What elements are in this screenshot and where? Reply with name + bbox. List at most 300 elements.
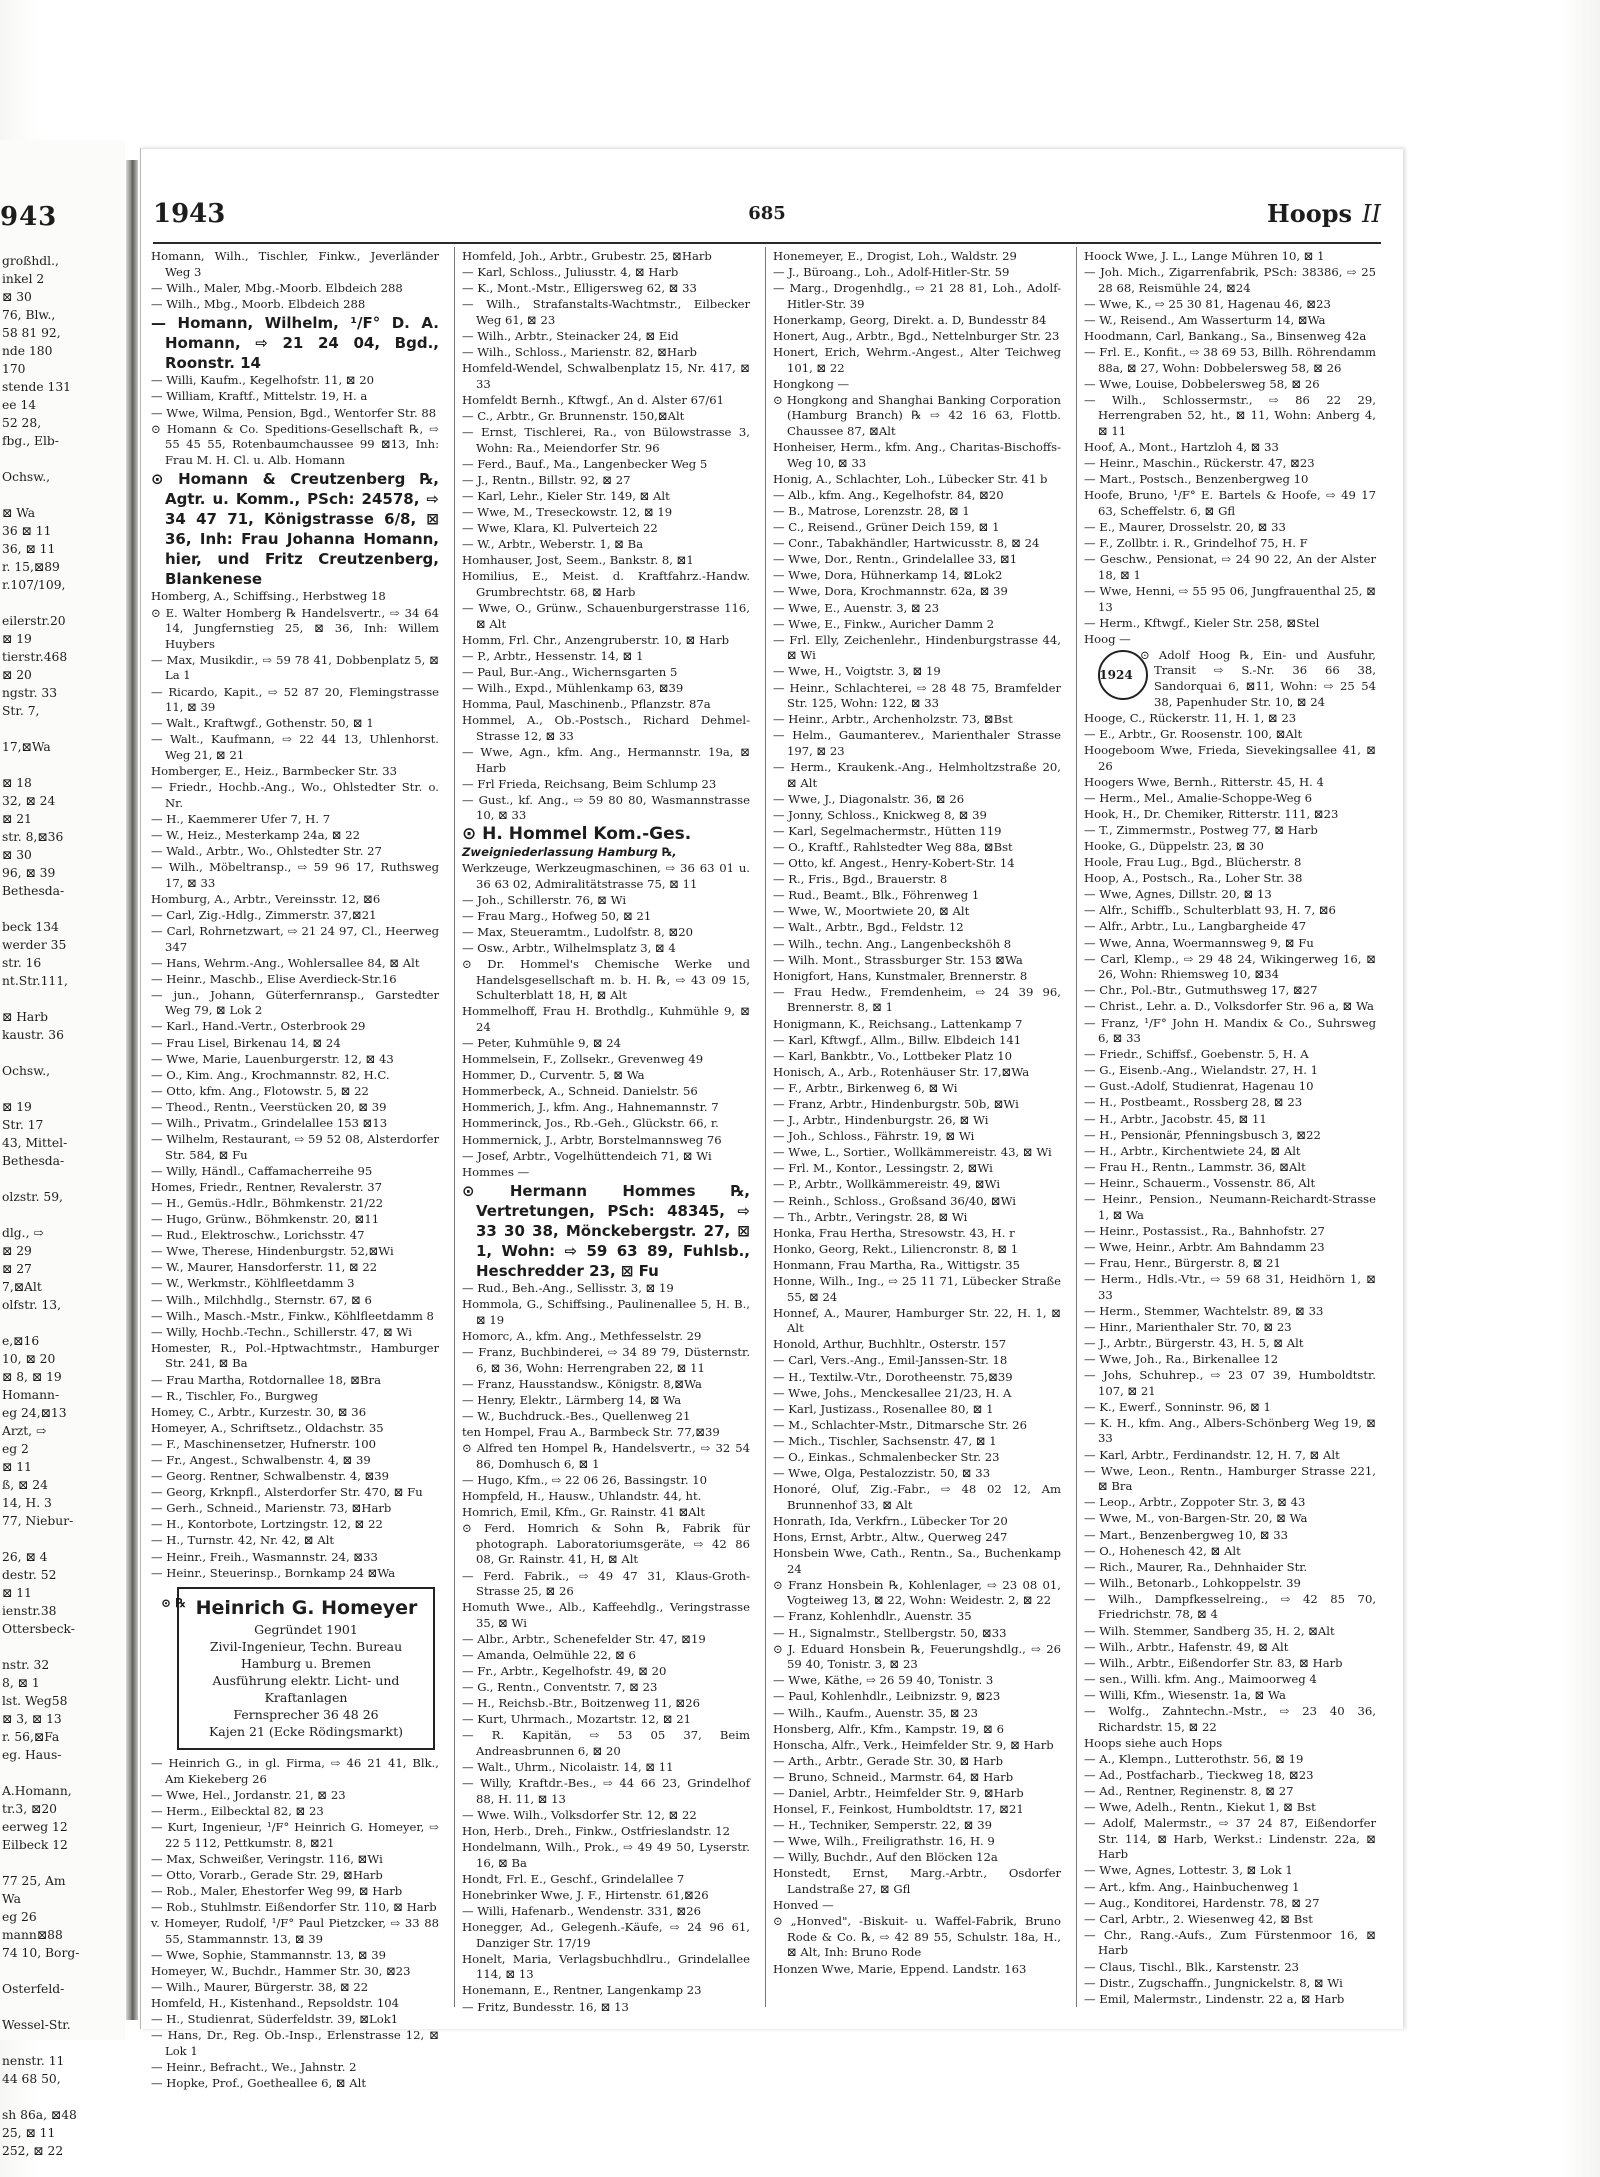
entry-text: Hon, Herb., Dreh., Finkw., Ostfrieslandstr. 12 (462, 1824, 730, 1839)
directory-entry (773, 1113, 1061, 1129)
left-page-line (2, 486, 79, 504)
directory-entry (462, 1904, 750, 1920)
entry-text: — Christ., Lehr. a. D., Volksdorfer Str. 96 a, ⊠ Wa (1084, 999, 1374, 1014)
entry-text: — Max, Musikdir., ⇨ 59 78 41, Dobbenplatz 5, ⊠ La 1 (151, 652, 439, 683)
left-page-line: eg 24,⊠13 (2, 1406, 67, 1420)
entry-text: Hommelhoff, Frau H. Brothdlg., Kuhmühle 9, ⊠ 24 (462, 1004, 750, 1034)
entry-text: — Reinh., Schloss., Großsand 36/40, ⊠Wi (773, 1193, 1016, 1208)
directory-entry (773, 1049, 1061, 1065)
directory-entry (1084, 775, 1376, 791)
directory-entry (773, 584, 1061, 600)
entry-text: — Emil, Malermstr., Lindenstr. 22 a, ⊠ Harb (1084, 1991, 1345, 2006)
entry-text: — Gerh., Schneid., Marienstr. 73, ⊠Harb (151, 1501, 392, 1516)
directory-entry (151, 589, 439, 605)
directory-entry (151, 2060, 439, 2076)
entry-text: — Carl, Zig.-Hdlg., Zimmerstr. 37,⊠21 (151, 907, 377, 922)
entry-text: Honnef, A., Maurer, Hamburger Str. 22, H. 1, ⊠ Alt (773, 1305, 1061, 1336)
entry-text: — Frau, Henr., Bürgerstr. 8, ⊠ 21 (1084, 1255, 1281, 1270)
directory-entry (1084, 1752, 1376, 1768)
directory-entry (151, 1100, 439, 1116)
left-page-line: Wessel-Str. (2, 2018, 71, 2032)
column-rule (765, 247, 766, 2007)
directory-entry (462, 1920, 750, 1951)
entry-text: Homfeldt Bernh., Kftwgf., An d. Alster 67/61 (462, 392, 725, 407)
entry-text: — Wilh., Arbtr., Hafenstr. 49, ⊠ Alt (1084, 1639, 1289, 1654)
directory-entry (773, 1402, 1061, 1418)
entry-text: — Willy, Kraftdr.-Bes., ⇨ 44 66 23, Grindelhof 88, H. 11, ⊠ 13 (462, 1776, 750, 1806)
entry-text: — M., Schlachter-Mstr., Ditmarsche Str. 26 (773, 1417, 1028, 1432)
entry-text: — Heinr., Steuerinsp., Bornkamp 24 ⊠Wa (151, 1565, 396, 1580)
entry-text: ⊙ J. Eduard Honsbein ℞, Feuerungshdlg., ⇨ 26 59 40, Tonistr. 3, ⊠ 23 (773, 1641, 1061, 1672)
directory-entry (151, 281, 439, 297)
directory-page (140, 148, 1403, 2091)
entry-text: — Wilh., Maurer, Bürgerstr. 38, ⊠ 22 (151, 1980, 369, 1995)
directory-entry (462, 1824, 750, 1840)
entry-text: — Conr., Tabakhändler, Hartwicusstr. 8, ⊠ 24 (773, 536, 1040, 551)
entry-text: — Wwe, Wilma, Pension, Bgd., Wentorfer Str. 88 (151, 405, 437, 420)
left-page-line: 77, Niebur- (2, 1514, 74, 1528)
directory-entry (773, 1145, 1061, 1161)
entry-text: — Amanda, Oelmühle 22, ⊠ 6 (462, 1648, 636, 1662)
entry-text: Honerkamp, Georg, Direkt. a. D, Bundesstr 84 (773, 312, 1047, 327)
directory-entry (462, 457, 750, 473)
directory-entry (1084, 1976, 1376, 1992)
entry-text: ten Hompel, Frau A., Barmbeck Str. 77,⊠39 (462, 1425, 720, 1440)
entry-text: — Wwe, Agnes, Lottestr. 3, ⊠ Lok 1 (1084, 1863, 1293, 1878)
entry-text: — Hans, Wehrm.-Ang., Wohlersallee 84, ⊠ Alt (151, 955, 420, 970)
directory-entry (773, 969, 1061, 985)
entry-text: — Claus, Tischl., Blk., Karstenstr. 23 (1084, 1959, 1300, 1974)
directory-entry (151, 1916, 439, 1947)
entry-text: Honemeyer, E., Drogist, Loh., Waldstr. 29 (773, 249, 1017, 263)
entry-text: — Wilh., Betonarb., Lohkoppelstr. 39 (1084, 1575, 1301, 1590)
left-page-line: 44 68 50, (2, 2072, 61, 2086)
entry-text: — Frl Frieda, Reichsang, Beim Schlump 23 (462, 776, 717, 791)
entry-text: — Hans, Dr., Reg. Ob.-Insp., Erlenstrasse 12, ⊠ Lok 1 (151, 2028, 439, 2058)
directory-entry (773, 985, 1061, 1016)
entry-text: — Gust.-Adolf, Studienrat, Hagenau 10 (1084, 1079, 1314, 1094)
directory-entry (773, 377, 1061, 393)
left-page-line: destr. 52 (2, 1568, 57, 1582)
entry-text: — Wwe, Hel., Jordanstr. 21, ⊠ 23 (151, 1787, 346, 1802)
entry-text: — Willy, Buchdr., Auf den Blöcken 12a (773, 1850, 998, 1865)
entry-text: — Herm., Eilbecktal 82, ⊠ 23 (151, 1804, 324, 1819)
directory-entry (773, 1161, 1061, 1177)
entry-text: — Herm., Stemmer, Wachtelstr. 89, ⊠ 33 (1084, 1303, 1324, 1318)
entry-text: — Albr., Arbtr., Schenefelder Str. 47, ⊠19 (462, 1631, 706, 1646)
entry-text: — G., Eisenb.-Ang., Wielandstr. 27, H. 1 (1084, 1063, 1318, 1078)
entry-text: Honebrinker Wwe, J. F., Hirtenstr. 61,⊠26 (462, 1887, 709, 1902)
entry-text: — Karl, Bankbtr., Vo., Lottbeker Platz 10 (773, 1048, 1012, 1063)
directory-entry (1084, 903, 1376, 919)
left-page-line: Str. 7, (2, 704, 40, 718)
entry-text: — J., Rentn., Billstr. 92, ⊠ 27 (462, 472, 631, 487)
entry-text: — Wwe, Louise, Dobbelersweg 58, ⊠ 26 (1084, 376, 1320, 391)
entry-text: v. Homeyer, Rudolf, ¹/F° Paul Pietzcker, ⇨ 33 88 55, Stammannstr. 13, ⊠ 39 (151, 1916, 439, 1946)
left-page-line: 32, ⊠ 24 (2, 794, 56, 808)
directory-entry (462, 893, 750, 909)
left-page-line (2, 1530, 79, 1548)
left-page-line: r. 15,⊠89 (2, 560, 60, 574)
left-page-line (2, 1044, 79, 1062)
entry-text: — H., Kontorbote, Lortzingstr. 12, ⊠ 22 (151, 1517, 383, 1532)
entry-text: — H., Textilw.-Vtr., Dorotheenstr. 75,⊠39 (773, 1369, 1013, 1384)
directory-entry (773, 1306, 1061, 1337)
directory-entry (462, 1409, 750, 1425)
entry-text: — Franz, ¹/F° John H. Mandix & Co., Suhrsweg 6, ⊠ 33 (1084, 1015, 1376, 1046)
entry-text: ⊙ „Honved", -Biskuit- u. Waffel-Fabrik, Bruno Rode & Co. ℞, ⇨ 42 89 55, Schulstr. 18a, H., ⊠ Alt, Inh: Bruno Rode (773, 1914, 1061, 1960)
directory-entry (773, 664, 1061, 680)
directory-entry (1084, 1112, 1376, 1128)
entry-text: — Heinr., Pension., Neumann-Reichardt-Strasse 1, ⊠ Wa (1084, 1192, 1376, 1222)
entry-text: ⊙ H. Hommel Kom.-Ges. (462, 824, 692, 845)
directory-entry (151, 1068, 439, 1084)
entry-text: — Joh., Schloss., Fährstr. 19, ⊠ Wi (773, 1129, 975, 1144)
directory-entry (1084, 1320, 1376, 1336)
entry-text: — Hugo, Kfm., ⇨ 22 06 26, Bassingstr. 10 (462, 1472, 707, 1487)
entry-text: Honzen Wwe, Marie, Eppend. Landstr. 163 (773, 1961, 1027, 1976)
left-page-line: mann⊠88 (2, 1928, 63, 1942)
directory-entry (462, 1680, 750, 1696)
directory-entry (462, 601, 750, 632)
directory-entry (151, 1421, 439, 1437)
left-page-line: inkel 2 (2, 272, 45, 286)
entry-text: — C., Reisend., Grüner Deich 159, ⊠ 1 (773, 520, 1000, 535)
directory-entry (462, 925, 750, 941)
left-page-line: r.107/109, (2, 578, 66, 592)
directory-entry (151, 1052, 439, 1068)
entry-text: Honert, Erich, Wehrm.-Angest., Alter Teichweg 101, ⊠ 22 (773, 345, 1061, 375)
entry-text: — J., Arbtr., Bürgerstr. 43, H. 5, ⊠ Alt (1084, 1335, 1304, 1350)
directory-entry (1084, 919, 1376, 935)
directory-entry (773, 633, 1061, 664)
left-page-line: Str. 17 (2, 1118, 44, 1132)
directory-entry (1084, 1336, 1376, 1352)
left-page-line: ⊠ 19 (2, 1100, 32, 1114)
entry-text: — Rud., Beamt., Blk., Föhrenweg 1 (773, 888, 980, 903)
entry-text: Homburg, A., Arbtr., Vereinsstr. 12, ⊠6 (151, 891, 381, 906)
entry-text: Hoops siehe auch Hops (1084, 1735, 1223, 1750)
directory-entry (462, 1052, 750, 1068)
entry-text: — Karl, Schloss., Juliusstr. 4, ⊠ Harb (462, 265, 679, 280)
left-page-line (2, 1854, 79, 1872)
left-page-line: e,⊠16 (2, 1334, 40, 1348)
ad-line: Fernsprecher 36 48 26 (233, 1707, 379, 1723)
entry-text: — Helm., Gaumanterev., Marienthaler Strasse 197, ⊠ 23 (773, 728, 1061, 758)
directory-entry (1084, 1768, 1376, 1784)
entry-text: Hoock Wwe, J. L., Lange Mühren 10, ⊠ 1 (1084, 249, 1325, 263)
entry-text: Hooge, C., Rückerstr. 11, H. 1, ⊠ 23 (1084, 710, 1297, 725)
left-page-line (2, 1170, 79, 1188)
entry-text: — J., Arbtr., Hindenburgstr. 26, ⊠ Wi (773, 1113, 989, 1128)
entry-text: Honko, Georg, Rekt., Liliencronstr. 8, ⊠ 1 (773, 1241, 1019, 1256)
entry-text: — Alb., kfm. Ang., Kegelhofstr. 84, ⊠20 (773, 487, 1004, 502)
entry-text: — Wilh., Strafanstalts-Wachtmstr., Eilbecker Weg 61, ⊠ 23 (462, 297, 750, 327)
directory-entry (151, 1389, 439, 1405)
directory-entry (151, 1228, 439, 1244)
directory-entry (773, 1017, 1061, 1033)
entry-text: — C., Arbtr., Gr. Brunnenstr. 150,⊠Alt (462, 408, 685, 423)
directory-entry (151, 1868, 439, 1884)
left-page-line: ⊠ 11 (2, 1586, 32, 1600)
directory-entry (462, 1712, 750, 1728)
directory-entry (462, 1840, 750, 1871)
entry-text: — H., Techniker, Semperstr. 22, ⊠ 39 (773, 1818, 992, 1833)
directory-entry (1084, 1784, 1376, 1800)
left-page-lines (2, 252, 79, 2160)
entry-text: — F., Arbtr., Birkenweg 6, ⊠ Wi (773, 1080, 958, 1095)
founded-year-seal: 1924 (1098, 650, 1148, 700)
entry-text: — Osw., Arbtr., Wilhelmsplatz 3, ⊠ 4 (462, 940, 676, 955)
entry-text: — Wwe, Heinr., Arbtr. Am Bahndamm 23 (1084, 1239, 1325, 1254)
entry-text: — Kurt, Ingenieur, ¹/F° Heinrich G. Homeyer, ⇨ 22 5 112, Pettkumstr. 8, ⊠21 (151, 1820, 439, 1850)
entry-text: — J., Büroang., Loh., Adolf-Hitler-Str. 59 (773, 265, 1010, 280)
left-page-line (2, 900, 79, 918)
left-page-line: 36, ⊠ 11 (2, 542, 56, 556)
entry-text: ⊙ Franz Honsbein ℞, Kohlenlager, ⇨ 23 08 01, Vogteiweg 13, ⊠ 22, Wohn: Weidestr. 2, ⊠ 22 (773, 1577, 1061, 1608)
entry-text: — Frau Marg., Hofweg 50, ⊠ 21 (462, 908, 652, 923)
entry-text: — Carl, Vers.-Ang., Emil-Janssen-Str. 18 (773, 1353, 1008, 1368)
directory-entry (462, 1808, 750, 1824)
entry-text: Homrich, Emil, Kfm., Gr. Rainstr. 41 ⊠Alt (462, 1505, 706, 1520)
entry-text: — Carl, Arbtr., 2. Wiesenweg 42, ⊠ Bst (1084, 1911, 1313, 1926)
entry-text: — Wilh., Maler, Mbg.-Moorb. Elbdeich 288 (151, 280, 403, 295)
directory-entry (773, 1258, 1061, 1274)
left-page-year: 943 (0, 202, 58, 232)
left-page-line: eg 26 (2, 1910, 37, 1924)
left-page-line (2, 1998, 79, 2016)
directory-entry (773, 1210, 1061, 1226)
left-page-line: 43, Mittel- (2, 1136, 68, 1150)
left-page-line: großhdl., (2, 254, 59, 268)
left-page-line: ⊠ 11 (2, 1460, 32, 1474)
entry-text: — Aug., Konditorei, Hardenstr. 78, ⊠ 27 (1084, 1895, 1320, 1910)
entry-text: — Paul, Bur.-Ang., Wichernsgarten 5 (462, 664, 678, 679)
directory-entry (462, 941, 750, 957)
entry-text: — Wwe, Anna, Woermannsweg 9, ⊠ Fu (1084, 935, 1314, 950)
directory-entry (773, 552, 1061, 568)
directory-entry (773, 953, 1061, 969)
directory-entry (151, 1517, 439, 1533)
entry-text: — K., Mont.-Mstr., Elligersweg 62, ⊠ 33 (462, 281, 697, 296)
entry-text: — Wwe. Wilh., Volksdorfer Str. 12, ⊠ 22 (462, 1807, 697, 1822)
directory-entry (151, 1756, 439, 1787)
directory-entry (151, 1996, 439, 2012)
directory-entry (1084, 1144, 1376, 1160)
left-page-line: 52 28, (2, 416, 42, 430)
entry-text: — Wilh. Mont., Strassburger Str. 153 ⊠Wa (773, 952, 1023, 967)
directory-entry (151, 1325, 439, 1341)
entry-text: — Wilh., techn. Ang., Langenbeckshöh 8 (773, 936, 1012, 951)
entry-text: — Wilh., Schloss., Marienstr. 82, ⊠Harb (462, 345, 697, 360)
entry-text: — Fritz, Bundesstr. 16, ⊠ 13 (462, 1999, 629, 2014)
entry-text: — Wwe, J., Diagonalstr. 36, ⊠ 26 (773, 791, 965, 806)
column-3 (773, 249, 1061, 1978)
ad-line: Zivil-Ingenieur, Techn. Bureau (209, 1639, 403, 1655)
entry-text: Hoog — (1084, 631, 1131, 646)
entry-text: Hoole, Frau Lug., Bgd., Blücherstr. 8 (1084, 855, 1302, 870)
directory-entry (151, 1437, 439, 1453)
directory-entry (1084, 1688, 1376, 1704)
left-page-line: 252, ⊠ 22 (2, 2144, 64, 2158)
entry-text: Hommerbeck, A., Schneid. Danielstr. 56 (462, 1084, 698, 1099)
entry-text: — H., Pensionär, Pfenningsbusch 3, ⊠22 (1084, 1127, 1321, 1142)
directory-entry (773, 472, 1061, 488)
directory-entry (462, 1377, 750, 1393)
entry-text: — Herm., Mel., Amalie-Schoppe-Weg 6 (1084, 790, 1312, 805)
entry-text: — Georg, Krknpfl., Alsterdorfer Str. 470, ⊠ Fu (151, 1485, 423, 1500)
directory-entry (462, 665, 750, 681)
entry-text: Homorc, A., kfm. Ang., Methfesselstr. 29 (462, 1329, 702, 1344)
directory-entry (773, 920, 1061, 936)
directory-entry (1084, 1464, 1376, 1495)
directory-entry (773, 1850, 1061, 1866)
directory-entry (1084, 1176, 1376, 1192)
entry-text: — Heinr., Postassist., Ra., Bahnhofstr. 27 (1084, 1223, 1325, 1238)
directory-entry (151, 1884, 439, 1900)
entry-text: — Willy, Händl., Caffamacherreihe 95 (151, 1163, 373, 1178)
entry-text: — Walt., Uhrm., Nicolaistr. 14, ⊠ 11 (462, 1760, 674, 1775)
entry-text: — Wwe, Klara, Kl. Pulverteich 22 (462, 521, 658, 536)
left-page-line (2, 990, 79, 1008)
entry-text: — W., Buchdruck.-Bes., Quellenweg 21 (462, 1409, 691, 1424)
entry-text: — Herm., Hdls.-Vtr., ⇨ 59 68 31, Heidhörn 1, ⊠ 33 (1084, 1272, 1376, 1302)
entry-text: — Max, Schweißer, Veringstr. 116, ⊠Wi (151, 1851, 383, 1866)
directory-entry (1084, 1160, 1376, 1176)
left-page-line: 7,⊠Alt (2, 1280, 42, 1294)
directory-entry (773, 1353, 1061, 1369)
entry-text: — Wwe, Joh., Ra., Birkenallee 12 (1084, 1351, 1279, 1366)
directory-entry (151, 828, 439, 844)
left-page-line: stende 131 (2, 380, 71, 394)
left-page-line (2, 1962, 79, 1980)
directory-entry (773, 536, 1061, 552)
directory-entry (151, 422, 439, 469)
entry-text: Honka, Frau Hertha, Stresowstr. 43, H. r (773, 1225, 1015, 1240)
entry-text: — Willi, Kaufm., Kegelhofstr. 11, ⊠ 20 (151, 373, 375, 388)
entry-text: Honscha, Alfr., Verk., Heimfelder Str. 9, ⊠ Harb (773, 1737, 1054, 1752)
left-page-line: ⊠ 21 (2, 812, 32, 826)
entry-text: Homfeld, H., Kistenhand., Repsoldstr. 104 (151, 1996, 399, 2011)
directory-entry (1084, 871, 1376, 887)
directory-entry (151, 1405, 439, 1421)
entry-text: ⊙ Ferd. Homrich & Sohn ℞, Fabrik für photograph. Laboratoriumsgeräte, ⇨ 42 86 08, Gr. Rainstr. 41, H, ⊠ Alt (462, 1521, 750, 1567)
directory-entry (462, 1116, 750, 1132)
entry-text: — K., Ewerf., Sonninstr. 96, ⊠ 1 (1084, 1399, 1271, 1414)
entry-text: — Art., kfm. Ang., Hainbuchenweg 1 (1084, 1879, 1300, 1894)
entry-text: — Wwe, Dora, Krochmannstr. 62a, ⊠ 39 (773, 584, 1008, 599)
left-page-line: 74 10, Borg- (2, 1946, 80, 1960)
entry-text: Homes, Friedr., Rentner, Revalerstr. 37 (151, 1179, 383, 1194)
directory-entry (773, 1578, 1061, 1609)
directory-entry (773, 1546, 1061, 1577)
entry-text: ⊙ Homann & Co. Speditions-Gesellschaft ℞, ⇨ 55 45 55, Rotenbaumchaussee 99 ⊠13, Inh: Frau M. H. Cl. u. Alb. Homann (151, 421, 439, 467)
directory-entry (773, 1818, 1061, 1834)
entry-text: Hoodmann, Carl, Bankang., Sa., Binsenweg 42a (1084, 328, 1367, 343)
left-page-line (2, 1638, 79, 1656)
left-page-line (2, 450, 79, 468)
directory-entry (151, 732, 439, 763)
entry-text: Homma, Paul, Maschinenb., Pflanzstr. 87a (462, 697, 711, 712)
directory-entry (1084, 1736, 1376, 1752)
left-page-line: ⊠ 29 (2, 1244, 32, 1258)
entry-text: — Heinr., Maschin., Rückerstr. 47, ⊠23 (1084, 456, 1315, 471)
entry-text: — W., Maurer, Hansdorferstr. 11, ⊠ 22 (151, 1260, 378, 1275)
directory-entry (462, 569, 750, 600)
directory-entry (151, 1084, 439, 1100)
advertisement (161, 1587, 435, 1750)
directory-entry (151, 1485, 439, 1501)
left-page-line: eg 2 (2, 1442, 29, 1456)
left-page-line: ⊠ Harb (2, 1010, 49, 1024)
directory-entry (151, 406, 439, 422)
entry-text: — Rud., Beh.-Ang., Sellisstr. 3, ⊠ 19 (462, 1281, 674, 1296)
directory-entry (1084, 839, 1376, 855)
directory-entry (462, 409, 750, 425)
directory-entry (151, 373, 439, 389)
directory-entry (1084, 887, 1376, 903)
entry-text: — Wilh., Arbtr., Steinacker 24, ⊠ Eid (462, 328, 679, 343)
directory-entry (1084, 1544, 1376, 1560)
directory-entry (462, 281, 750, 297)
directory-entry (151, 1180, 439, 1196)
directory-entry (462, 1632, 750, 1648)
directory-entry (462, 1983, 750, 1999)
directory-entry (773, 1962, 1061, 1978)
directory-entry (773, 1738, 1061, 1754)
entry-text: — jun., Johann, Güterfernransp., Garstedter Weg 79, ⊠ Lok 2 (151, 987, 439, 1018)
entry-text: — Heinrich G., in gl. Firma, ⇨ 46 21 41, Blk., Am Kiekeberg 26 (151, 1756, 439, 1786)
entry-text: Hoofe, Bruno, ¹/F° E. Bartels & Hoofe, ⇨ 49 17 63, Scheffelstr. 6, ⊠ Gfl (1084, 488, 1376, 518)
entry-text: — Mart., Postsch., Benzenbergweg 10 (1084, 472, 1309, 487)
directory-entry (1084, 936, 1376, 952)
left-page-line (2, 2034, 79, 2052)
directory-entry (1084, 1224, 1376, 1240)
entry-text: Hommerich, J., kfm. Ang., Hahnemannstr. 7 (462, 1100, 719, 1115)
directory-entry (462, 1776, 750, 1807)
directory-entry (773, 345, 1061, 376)
directory-entry (151, 1804, 439, 1820)
left-page-line: olzstr. 59, (2, 1190, 63, 1204)
entry-text: — Chr., Rang.-Aufs., Zum Fürstenmoor 16, ⊠ Harb (1084, 1927, 1376, 1958)
directory-entry (773, 1866, 1061, 1897)
directory-entry (1084, 743, 1376, 774)
entry-text: — Leop., Arbtr., Zoppoter Str. 3, ⊠ 43 (1084, 1495, 1306, 1510)
entry-text: — Wwe, H., Voigtstr. 3, ⊠ 19 (773, 664, 941, 679)
directory-entry (773, 681, 1061, 712)
left-page-line: Eilbeck 12 (2, 1838, 68, 1852)
directory-entry (151, 908, 439, 924)
entry-text: Hondt, Frl. E., Geschf., Grindelallee 7 (462, 1871, 685, 1886)
directory-entry (773, 1370, 1061, 1386)
entry-text: — Wilh., Masch.-Mstr., Finkw., Köhlfleetdamm 8 (151, 1308, 434, 1323)
directory-entry (773, 601, 1061, 617)
directory-entry (773, 1514, 1061, 1530)
entry-text: — A., Klempn., Lutterothstr. 56, ⊠ 19 (1084, 1751, 1304, 1766)
directory-entry (151, 606, 439, 653)
entry-text: — Johs, Schuhrep., ⇨ 23 07 39, Humboldtstr. 107, ⊠ 21 (1084, 1368, 1376, 1398)
left-page-fragment (0, 140, 125, 2158)
entry-text: Hompfeld, H., Hausw., Uhlandstr. 44, ht. (462, 1489, 702, 1504)
directory-entry (1084, 313, 1376, 329)
entry-text: — Wilh., Arbtr., Eißendorfer Str. 83, ⊠ Harb (1084, 1655, 1343, 1670)
entry-text: — Otto, kf. Angest., Henry-Kobert-Str. 14 (773, 856, 1015, 871)
entry-text: Homhauser, Jost, Seem., Bankstr. 8, ⊠1 (462, 553, 694, 568)
directory-entry (773, 1898, 1061, 1914)
entry-text: — Joh. Mich., Zigarrenfabrik, PSch: 38386, ⇨ 25 28 68, Reismühle 24, ⊠24 (1084, 265, 1376, 295)
entry-text: — Kurt, Uhrmach., Mozartstr. 12, ⊠ 21 (462, 1712, 692, 1727)
entry-text: — Walt., Arbtr., Bgd., Feldstr. 12 (773, 920, 964, 935)
